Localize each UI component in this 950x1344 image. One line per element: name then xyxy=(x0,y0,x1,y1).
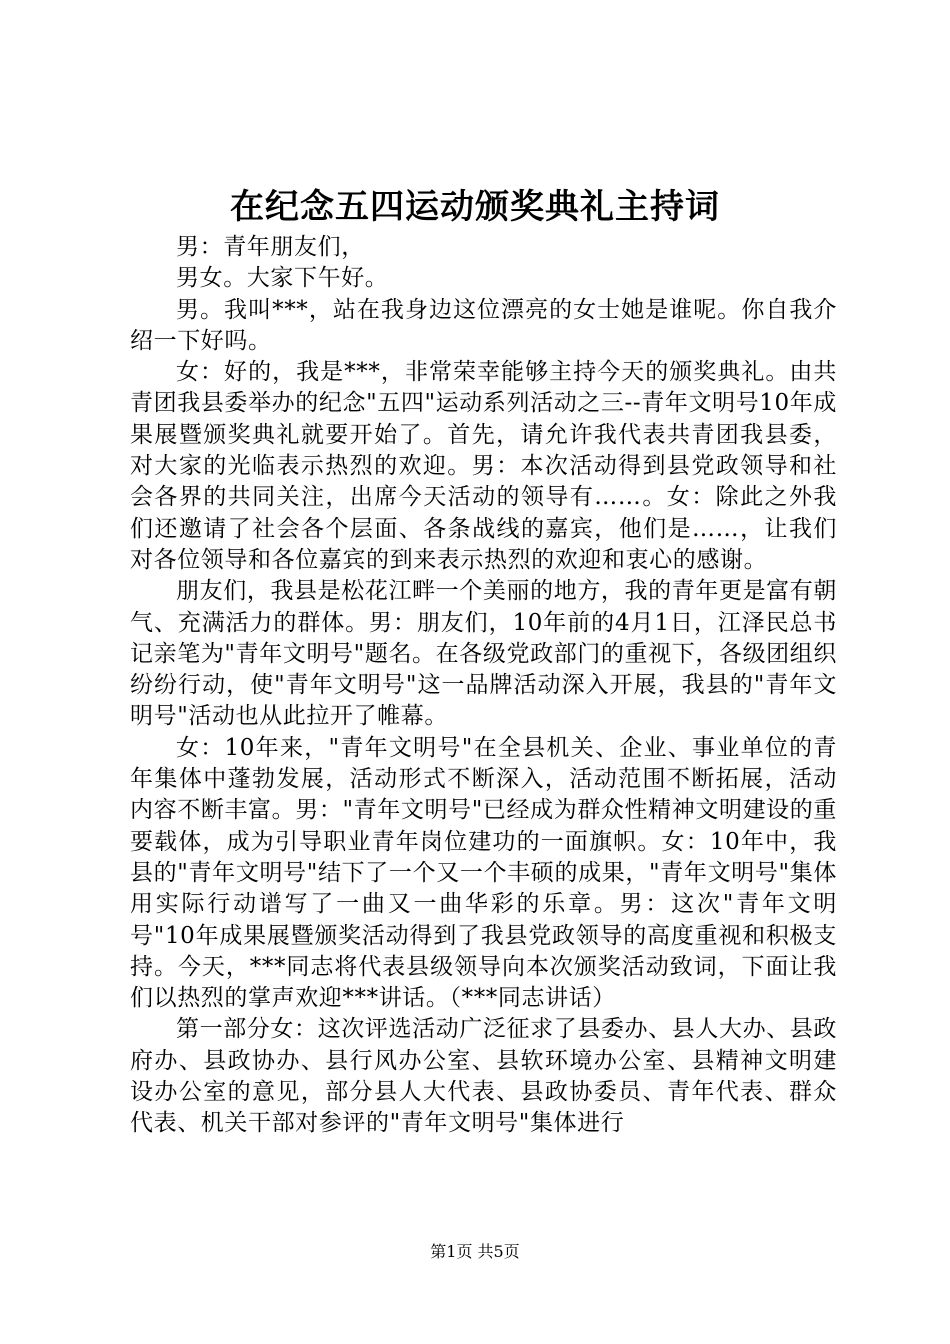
page-number-footer: 第1页 共5页 xyxy=(430,1242,520,1261)
paragraph: 第一部分女：这次评选活动广泛征求了县委办、县人大办、县政府办、县政协办、县行风办公室、县软环境办公室、县精神文明建设办公室的意见，部分县人大代表、县政协委员、青年代表、群众代表、机关干部对参评的"青年文明号"集体进行 xyxy=(130,1016,837,1137)
paragraph: 朋友们，我县是松花江畔一个美丽的地方，我的青年更是富有朝气、充满活力的群体。男：朋友们，10年前的4月1日，江泽民总书记亲笔为"青年文明号"题名。在各级党政部门的重视下，各级团组织纷纷行动，使"青年文明号"这一品牌活动深入开展，我县的"青年文明号"活动也从此拉开了帷幕。 xyxy=(130,578,837,730)
paragraph: 男女。大家下午好。 xyxy=(176,265,389,292)
document-body xyxy=(130,232,837,1140)
paragraph: 女：10年来，"青年文明号"在全县机关、企业、事业单位的青年集体中蓬勃发展，活动形式不断深入，活动范围不断拓展，活动内容不断丰富。男："青年文明号"已经成为群众性精神文明建设的重要载体，成为引导职业青年岗位建功的一面旗帜。女：10年中，我县的"青年文明号"结下了一个又一个丰硕的成果，"青年文明号"集体用实际行动谱写了一曲又一曲华彩的乐章。男：这次"青年文明号"10年成果展暨颁奖活动得到了我县党政领导的高度重视和积极支持。今天，***同志将代表县级领导向本次颁奖活动致词，下面让我们以热烈的掌声欢迎***讲话。（***同志讲话） xyxy=(130,734,837,1012)
document-title: 在纪念五四运动颁奖典礼主持词 xyxy=(230,187,720,227)
paragraph: 男。我叫***，站在我身边这位漂亮的女士她是谁呢。你自我介绍一下好吗。 xyxy=(130,296,837,354)
paragraph: 男：青年朋友们， xyxy=(176,234,365,260)
paragraph: 女：好的，我是***，非常荣幸能够主持今天的颁奖典礼。由共青团我县委举办的纪念"五四"运动系列活动之三--青年文明号10年成果展暨颁奖典礼就要开始了。首先，请允许我代表共青团我县委，对大家的光临表示热烈的欢迎。男：本次活动得到县党政领导和社会各界的共同关注，出席今天活动的领导有……。女：除此之外我们还邀请了社会各个层面、各条战线的嘉宾，他们是……，让我们对各位领导和各位嘉宾的到来表示热烈的欢迎和衷心的感谢。 xyxy=(130,359,837,573)
